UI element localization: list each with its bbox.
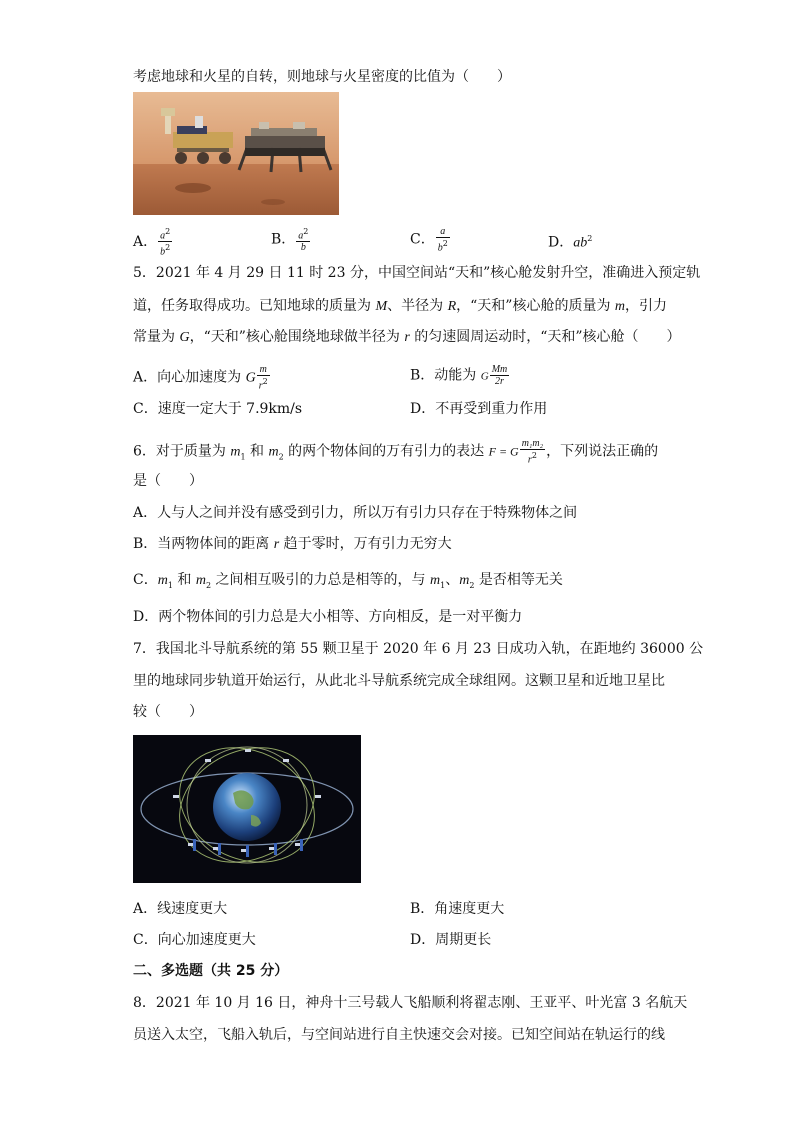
q5-option-b[interactable] [410,364,510,387]
q4-option-d[interactable] [548,230,592,253]
fraction [436,226,450,253]
q7-line2: 里的地球同步轨道开始运行，从此北斗导航系统完成全球组网。这颗卫星和近地卫星比 [133,673,665,689]
text: 和 [172,572,196,588]
subscript: 1 [240,452,246,462]
q5-option-d[interactable]: D．不再受到重力作用 [410,401,548,417]
q6-line2: 是（ ） [133,473,203,489]
text: ，下列说法正确的 [546,443,659,460]
mars-rover-illustration [133,92,339,215]
text: 、 [445,572,460,588]
exponent: 2 [303,227,309,236]
subscript: 2 [469,580,475,590]
option-label: D． [548,234,574,251]
var-m1: m [230,444,241,460]
text: 、半径为 [387,298,448,314]
text: 常量为 [133,329,180,345]
option-text: B．动能为 [410,367,481,384]
var-m2: m [268,444,279,460]
q7-option-b[interactable]: B．角速度更大 [410,901,505,917]
satellite-orbit-illustration [133,735,361,883]
q7-option-d[interactable]: D．周期更长 [410,932,492,948]
q7-line1: 7．我国北斗导航系统的第 55 颗卫星于 2020 年 6 月 23 日成功入轨，在距地约 36000 公 [133,641,704,657]
fraction [158,226,172,258]
exponent: 2 [442,239,448,248]
var-r: r [273,537,280,552]
q6-option-a[interactable]: A．人与人之间并没有感受到引力，所以万有引力只存在于特殊物体之间 [133,505,578,521]
q6-option-c[interactable] [133,571,563,595]
exponent: 2 [262,377,268,386]
text: ，“天和”核心舱的质量为 [456,298,615,314]
text: B．当两物体间的距离 [133,536,274,552]
fraction [296,226,310,253]
text: 道，任务取得成功。已知地球的质量为 [133,298,376,314]
var-M: M [375,299,388,314]
q6-option-d[interactable]: D．两个物体间的引力总是大小相等、方向相反，是一对平衡力 [133,609,523,625]
q7-line3: 较（ ） [133,704,203,720]
expression: ab [573,235,588,251]
text: C． [133,572,158,588]
var-r: r [404,330,410,345]
var-m2: m [459,573,470,588]
subscript: 2 [205,580,212,590]
subscript: 1 [440,580,446,590]
numerator: Mm [491,364,508,375]
option-label: B． [271,231,296,248]
q5-option-c[interactable]: C．速度一定大于 7.9km/s [133,401,303,417]
q4-option-c[interactable] [410,226,451,253]
subscript: 1 [167,580,173,590]
fraction [520,438,545,465]
q5-line2 [133,297,667,316]
denominator: b [300,242,306,254]
text: 趋于零时，万有引力无穷大 [279,536,452,552]
option-text: A．向心加速度为 [133,369,246,386]
q5-line3 [133,328,681,347]
text: 之间相互吸引的力总是相等的，与 [211,572,430,588]
q8-line2: 员送入太空，飞船入轨后，与空间站进行自主快速交会对接。已知空间站在轨运行的线 [133,1027,665,1043]
denominator: 2r [495,376,504,387]
denominator: r [527,454,532,466]
text: ，“天和”核心舱围绕地球做半径为 [189,329,405,345]
text: 和 [245,443,269,460]
q5-option-a[interactable] [133,364,271,391]
denominator: b [160,246,166,258]
var-G: G [179,330,190,345]
var-m2: m [195,573,206,588]
text: 的两个物体间的万有引力的表达 [283,443,489,460]
q4-stem: 考虑地球和火星的自转，则地球与火星密度的比值为（ ） [133,69,511,85]
q7-option-a[interactable]: A．线速度更大 [133,901,228,917]
numerator: a [298,230,304,242]
q6-line1 [133,438,658,466]
text: ，引力 [625,298,668,314]
var-m: m [614,299,626,314]
q8-line1: 8．2021 年 10 月 16 日，神舟十三号载人飞船顺利将翟志刚、王亚平、叶光富 3 名航天 [133,995,688,1011]
subscript: 2 [278,452,284,462]
denominator: b [437,242,443,254]
var-G: G [245,370,256,386]
q4-option-b[interactable] [271,226,311,253]
exponent: 2 [165,243,171,253]
numerator: a [440,226,446,237]
var-R: R [447,299,457,314]
text: 是否相等无关 [474,572,563,588]
q7-option-c[interactable]: C．向心加速度更大 [133,932,256,948]
var-m1: m [157,573,168,588]
mars-rover-photo [133,92,339,215]
q4-option-a[interactable] [133,226,173,258]
exponent: 2 [587,234,593,243]
fraction [490,364,510,387]
denominator: r [258,380,263,392]
beidou-satellite-image [133,735,361,883]
exponent: 2 [165,227,171,236]
q6-option-b[interactable] [133,535,452,554]
q5-line1: 5．2021 年 4 月 29 日 11 时 23 分，中国空间站“天和”核心舱发射升空，准确进入预定轨 [133,265,701,281]
formula-lhs: F = G [488,444,519,459]
numerator: m [259,364,267,375]
var-G: G [480,370,489,383]
text: 6．对于质量为 [133,443,231,460]
exponent: 2 [531,451,537,460]
var-m1: m [429,573,441,588]
option-label: C． [410,231,435,248]
option-label: A． [133,233,158,250]
section-title-multiple-choice: 二、多选题（共 25 分） [133,963,289,979]
text: 的匀速圆周运动时，“天和”核心舱（ ） [409,329,681,345]
numerator: m₁m₂ [521,438,544,449]
fraction [257,364,270,391]
numerator: a [160,230,166,242]
